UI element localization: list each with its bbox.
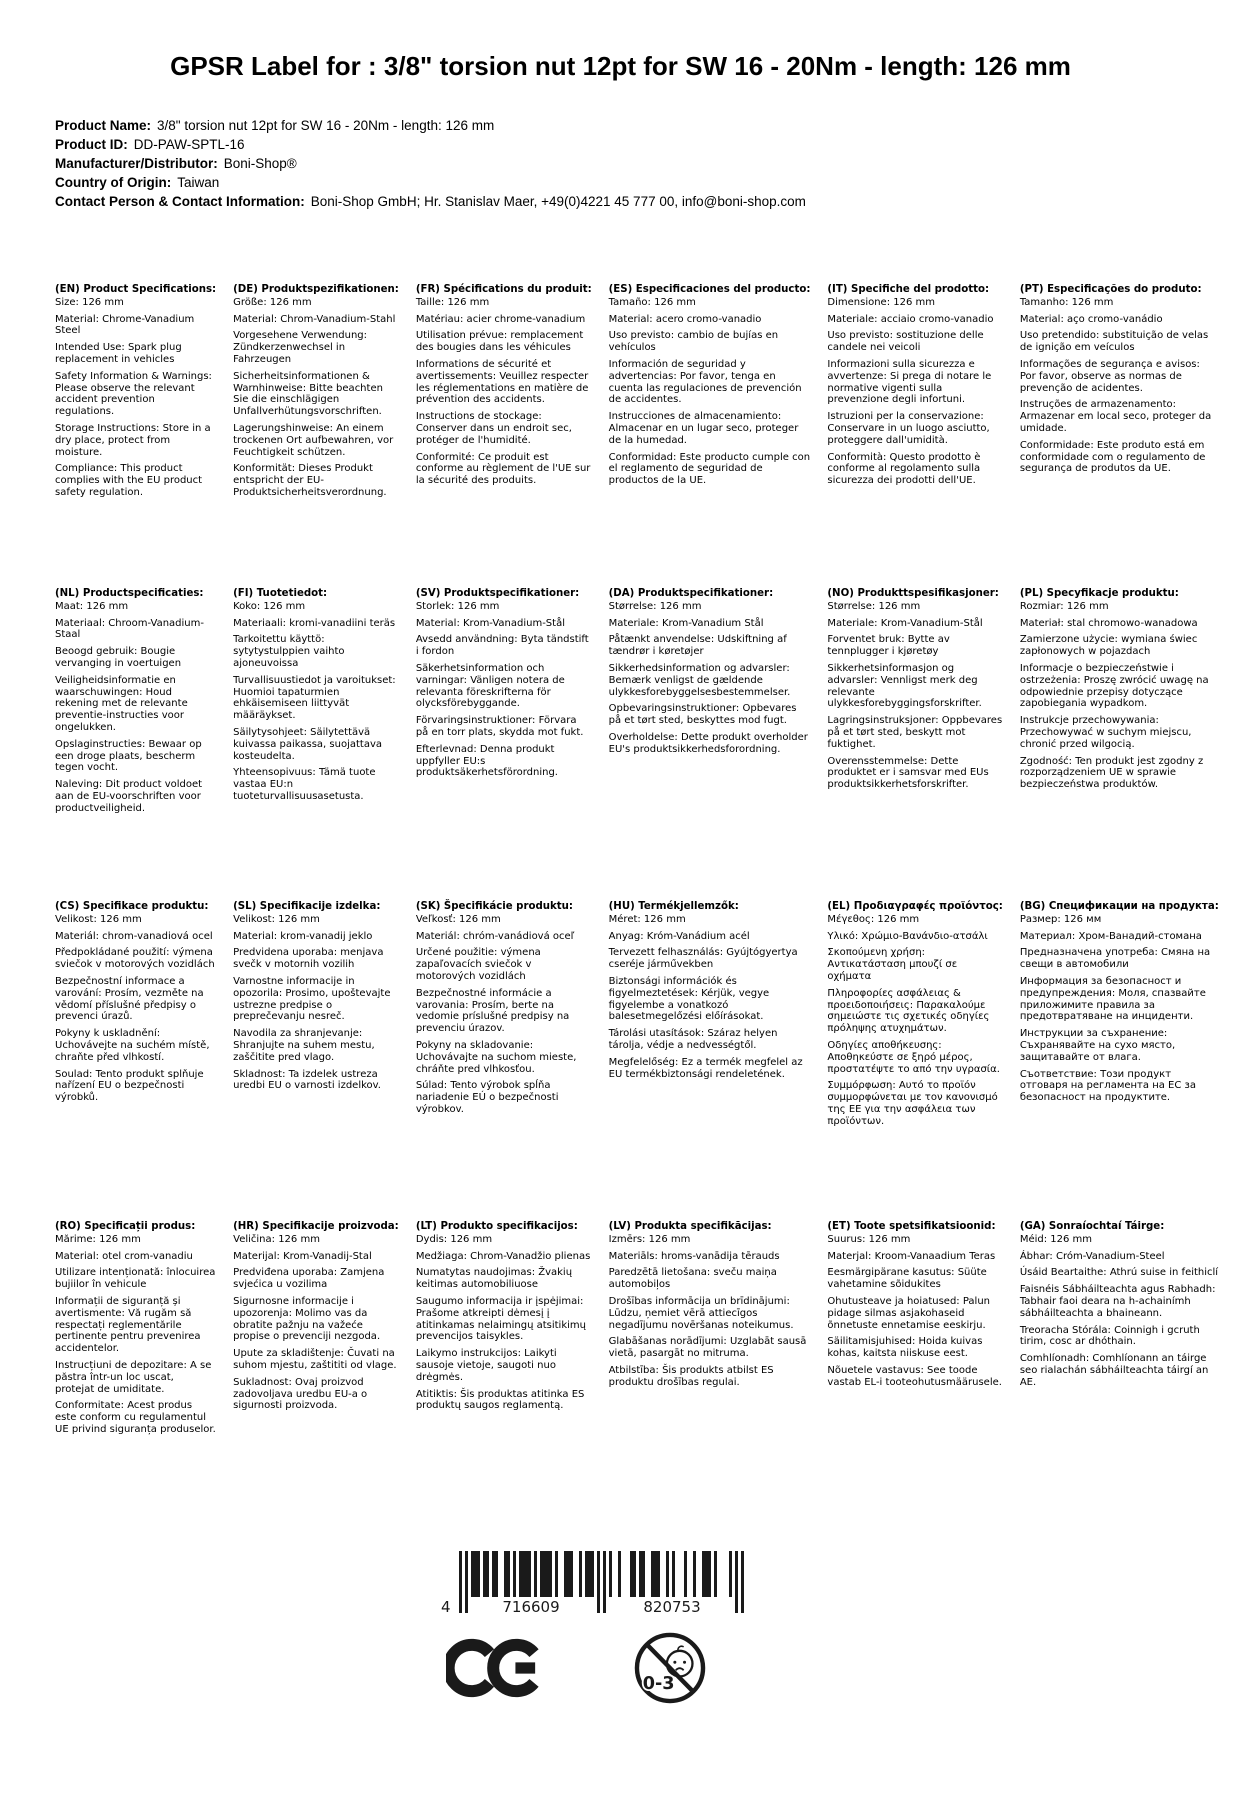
spec-heading: (NL) Productspecificaties: bbox=[55, 587, 204, 599]
product-info-label: Product ID: bbox=[55, 136, 128, 152]
spec-paragraph: Información de seguridad y advertencias: Por favor, tenga en cuenta las regulaciones de prevención de accidentes. bbox=[608, 359, 802, 406]
spec-block-cs bbox=[55, 901, 216, 1221]
spec-paragraph: Materiál: chróm-vanádiová oceľ bbox=[415, 930, 575, 942]
spec-heading: (PT) Especificações do produto: bbox=[1019, 283, 1202, 295]
spec-paragraph: Μέγεθος: 126 mm bbox=[827, 913, 920, 925]
spec-paragraph: Materiał: stal chromowo-wanadowa bbox=[1019, 617, 1198, 629]
product-info-label: Product Name: bbox=[55, 117, 152, 133]
spec-block-ro bbox=[55, 1221, 216, 1521]
spec-paragraph: Zgodność: Ten produkt jest zgodny z rozporządzeniem UE w sprawie bezpieczeństwa produktów. bbox=[1019, 755, 1204, 791]
spec-paragraph: Forventet bruk: Bytte av tennplugger i kjøretøy bbox=[827, 634, 950, 658]
spec-paragraph: Eesmärgipärane kasutus: Süüte vahetamine sõidukites bbox=[827, 1267, 987, 1291]
spec-paragraph: Größe: 126 mm bbox=[233, 296, 312, 308]
spec-paragraph: Zamierzone użycie: wymiana świec zapłonowych w pojazdach bbox=[1019, 634, 1198, 658]
product-info-label: Manufacturer/Distributor: bbox=[55, 155, 218, 171]
spec-paragraph: Material: acero cromo-vanadio bbox=[608, 313, 762, 325]
spec-block-fi bbox=[233, 588, 399, 901]
spec-paragraph: Laikymo instrukcijos: Laikyti sausoje vietoje, saugoti nuo drėgmės. bbox=[415, 1348, 557, 1383]
spec-block-da bbox=[609, 588, 811, 901]
spec-paragraph: Izmērs: 126 mm bbox=[608, 1233, 691, 1245]
spec-paragraph: Storlek: 126 mm bbox=[415, 600, 500, 612]
spec-paragraph: Tervezett felhasználás: Gyújtógyertya cseréje járművekben bbox=[608, 947, 798, 971]
spec-paragraph: Konformität: Dieses Produkt entspricht der EU-Produktsicherheitsverordnung. bbox=[233, 463, 387, 498]
spec-paragraph: Tárolási utasítások: Száraz helyen tárolja, védje a nedvességtől. bbox=[608, 1028, 778, 1051]
svg-text:820753: 820753 bbox=[642, 1597, 701, 1616]
spec-paragraph: Predviđena uporaba: Zamjena svjećica u vozilima bbox=[233, 1267, 385, 1291]
spec-paragraph: Yhteensopivuus: Tämä tuote vastaa EU:n tuoteturvallisuusasetusta. bbox=[233, 767, 376, 802]
spec-paragraph: Informazioni sulla sicurezza e avvertenze: Si prega di notare le normative vigenti sulla prevenzione degli infortuni. bbox=[827, 359, 992, 406]
product-info-value: Boni-Shop® bbox=[223, 155, 297, 171]
spec-block-sk bbox=[416, 901, 592, 1221]
spec-paragraph: Maat: 126 mm bbox=[55, 600, 129, 612]
spec-paragraph: Lagerungshinweise: An einem trockenen Ort aufbewahren, vor Feuchtigkeit schützen. bbox=[233, 423, 394, 458]
product-info-row bbox=[55, 192, 1201, 211]
spec-block-es bbox=[609, 284, 811, 588]
spec-paragraph: Compliance: This product complies with the EU product safety regulation. bbox=[55, 463, 203, 498]
spec-paragraph: Sikkerhetsinformasjon og advarsler: Vennligst merk deg relevante ulykkesforebyggingsforskrifter. bbox=[827, 663, 982, 710]
spec-heading: (SK) Špecifikácie produktu: bbox=[415, 900, 574, 912]
spec-block-it bbox=[827, 284, 1002, 588]
product-info-row bbox=[55, 116, 1201, 135]
spec-heading: (ES) Especificaciones del producto: bbox=[608, 283, 811, 295]
spec-paragraph: Úsáid Beartaithe: Athrú suise in feithiclí bbox=[1019, 1267, 1219, 1279]
spec-paragraph: Dydis: 126 mm bbox=[415, 1233, 493, 1245]
spec-paragraph: Material: Chrom-Vanadium-Stahl bbox=[233, 313, 396, 325]
spec-block-hu bbox=[609, 901, 811, 1221]
spec-heading: (LT) Produkto specifikacijos: bbox=[415, 1220, 578, 1232]
spec-paragraph: Materiaal: Chroom-Vanadium-Staal bbox=[55, 617, 204, 641]
spec-paragraph: Veiligheidsinformatie en waarschuwingen: Houd rekening met de relevante preventie-instructies voor ongelukken. bbox=[55, 674, 188, 733]
spec-paragraph: Size: 126 mm bbox=[55, 296, 124, 308]
spec-paragraph: Pokyny na skladovanie: Uchovávajte na suchom mieste, chráňte pred vlhkosťou. bbox=[415, 1040, 577, 1075]
spec-paragraph: Συμμόρφωση: Αυτό το προϊόν συμμορφώνεται με τον κανονισμό της ΕΕ για την ασφάλεια των προϊόντων. bbox=[827, 1080, 998, 1127]
spec-paragraph: Σκοπούμενη χρήση: Αντικατάσταση μπουζί σε οχήματα bbox=[827, 947, 958, 983]
spec-heading: (DA) Produktspecifikationer: bbox=[608, 587, 774, 599]
spec-block-no bbox=[827, 588, 1002, 901]
spec-heading: (SV) Produktspecifikationer: bbox=[415, 587, 580, 599]
spec-paragraph: Dimensione: 126 mm bbox=[827, 296, 936, 308]
spec-paragraph: Instructions de stockage: Conserver dans un endroit sec, protéger de l'humidité. bbox=[415, 411, 572, 446]
spec-paragraph: Overholdelse: Dette produkt overholder EU's produktsikkerhedsforordning. bbox=[608, 732, 808, 755]
spec-paragraph: Treoracha Stórála: Coinnigh i gcruth tirim, cosc ar dhóthain. bbox=[1019, 1324, 1200, 1348]
spec-block-lv bbox=[609, 1221, 811, 1521]
spec-paragraph: Förvaringsinstruktioner: Förvara på en torr plats, skydda mot fukt. bbox=[415, 715, 584, 738]
spec-paragraph: Veličina: 126 mm bbox=[233, 1233, 320, 1245]
spec-paragraph: Naleving: Dit product voldoet aan de EU-voorschriften voor productveiligheid. bbox=[55, 779, 203, 814]
spec-heading: (LV) Produkta specifikācijas: bbox=[608, 1220, 772, 1232]
spec-paragraph: Glabāšanas norādījumi: Uzglabāt sausā vietā, pasargāt no mitruma. bbox=[608, 1336, 807, 1360]
spec-heading: (GA) Sonraíochtaí Táirge: bbox=[1019, 1220, 1165, 1232]
spec-block-de bbox=[233, 284, 399, 588]
spec-paragraph: Съответствие: Този продукт отговаря на регламента на ЕС за безопасност на продуктите. bbox=[1019, 1068, 1196, 1104]
ce-mark-icon bbox=[446, 1637, 542, 1699]
spec-paragraph: Størrelse: 126 mm bbox=[827, 600, 921, 612]
spec-paragraph: Skladnost: Ta izdelek ustreza uredbi EU o varnosti izdelkov. bbox=[233, 1068, 381, 1092]
product-info-row bbox=[55, 154, 1201, 173]
spec-paragraph: Velikost: 126 mm bbox=[55, 913, 142, 925]
svg-text:716609: 716609 bbox=[501, 1597, 560, 1616]
spec-paragraph: Instrucțiuni de depozitare: A se păstra într-un loc uscat, protejat de umiditate. bbox=[55, 1360, 212, 1395]
spec-heading: (EN) Product Specifications: bbox=[55, 283, 217, 295]
spec-block-fr bbox=[416, 284, 592, 588]
spec-paragraph: Drošības informācija un brīdinājumi: Lūdzu, ņemiet vērā attiecīgos negadījumu novēršanas noteikumus. bbox=[608, 1296, 794, 1331]
spec-paragraph: Materiāls: hroms-vanādija tērauds bbox=[608, 1250, 780, 1262]
spec-paragraph: Atbilstība: Šis produkts atbilst ES produktu drošības regulai. bbox=[608, 1365, 774, 1388]
spec-paragraph: Υλικό: Χρώμιο-Βανάνδιο-ατσάλι bbox=[827, 930, 988, 942]
spec-heading: (PL) Specyfikacje produktu: bbox=[1019, 587, 1179, 599]
spec-paragraph: Предназначена употреба: Смяна на свещи в автомобили bbox=[1019, 947, 1211, 971]
spec-paragraph: Påtænkt anvendelse: Udskiftning af tændrør i køretøjer bbox=[608, 634, 787, 658]
spec-heading: (IT) Specifiche del prodotto: bbox=[827, 283, 990, 295]
spec-paragraph: Instrucciones de almacenamiento: Almacenar en un lugar seco, proteger de la humedad. bbox=[608, 411, 799, 446]
spec-paragraph: Materiale: Krom-Vanadium-Stål bbox=[827, 617, 983, 629]
spec-paragraph: Turvallisuustiedot ja varoitukset: Huomioi tapaturmien ehkäisemiseen liittyvät määräykset. bbox=[233, 674, 396, 722]
spec-paragraph: Matériau: acier chrome-vanadium bbox=[415, 313, 586, 325]
spec-paragraph: Størrelse: 126 mm bbox=[608, 600, 702, 612]
spec-block-en bbox=[55, 284, 216, 588]
spec-paragraph: Méid: 126 mm bbox=[1019, 1233, 1093, 1245]
spec-block-ga bbox=[1020, 1221, 1219, 1521]
spec-paragraph: Velikost: 126 mm bbox=[233, 913, 320, 925]
spec-heading: (HU) Termékjellemzők: bbox=[608, 900, 739, 912]
spec-paragraph: Opslaginstructies: Bewaar op een droge plaats, bescherm tegen vocht. bbox=[55, 738, 202, 774]
spec-paragraph: Intended Use: Spark plug replacement in vehicles bbox=[55, 342, 182, 366]
spec-paragraph: Informations de sécurité et avertissements: Veuillez respecter les réglementations en matière de prévention des accidents. bbox=[415, 359, 589, 406]
spec-paragraph: Informații de siguranță și avertismente: Vă rugăm să respectați reglementările pertinente pentru prevenirea accidentelor. bbox=[55, 1296, 201, 1355]
spec-heading: (HR) Specifikacije proizvoda: bbox=[233, 1220, 399, 1232]
spec-paragraph: Instrukcje przechowywania: Przechowywać w suchym miejscu, chronić przed wilgocią. bbox=[1019, 715, 1192, 750]
spec-paragraph: Tarkoitettu käyttö: sytytystulppien vaihto ajoneuvoissa bbox=[233, 634, 345, 670]
product-info-label: Country of Origin: bbox=[55, 174, 172, 190]
spec-paragraph: Koko: 126 mm bbox=[233, 600, 306, 612]
spec-paragraph: Veľkosť: 126 mm bbox=[415, 913, 501, 925]
svg-text:4: 4 bbox=[440, 1597, 451, 1616]
spec-paragraph: Opbevaringsinstruktioner: Opbevares på et tørt sted, beskyttes mod fugt. bbox=[608, 703, 797, 727]
spec-paragraph: Sikkerhedsinformation og advarsler: Bemærk venligst de gældende ulykkesforebyggelsesbestemmelser. bbox=[608, 663, 791, 698]
spec-paragraph: Comhlíonadh: Comhlíonann an táirge seo rialachán sábháilteachta táirgí an AE. bbox=[1019, 1353, 1209, 1388]
spec-block-el bbox=[827, 901, 1002, 1221]
spec-paragraph: Materjal: Kroom-Vanaadium Teras bbox=[827, 1250, 996, 1262]
spec-block-lt bbox=[416, 1221, 592, 1521]
spec-paragraph: Tamaño: 126 mm bbox=[608, 296, 696, 308]
spec-paragraph: Efterlevnad: Denna produkt uppfyller EU:s produktsäkerhetsförordning. bbox=[415, 743, 558, 779]
product-info-row bbox=[55, 173, 1201, 192]
footer bbox=[0, 1549, 1241, 1705]
spec-paragraph: Medžiaga: Chrom-Vanadžio plienas bbox=[415, 1250, 591, 1262]
spec-paragraph: Tamanho: 126 mm bbox=[1019, 296, 1114, 308]
spec-paragraph: Faisnéis Sábháilteachta agus Rabhadh: Tabhair faoi deara na h-achainímh sábháilteachta a bhaineann. bbox=[1019, 1284, 1216, 1319]
spec-paragraph: Nõuetele vastavus: See toode vastab EL-i tooteohutusmäärusele. bbox=[827, 1365, 1002, 1388]
spec-paragraph: Anyag: Króm-Vanádium acél bbox=[608, 930, 750, 942]
spec-heading: (ET) Toote spetsifikatsioonid: bbox=[827, 1220, 996, 1232]
spec-paragraph: Säkerhetsinformation och varningar: Vänligen notera de relevanta föreskrifterna för olycksförebyggande. bbox=[415, 663, 565, 710]
spec-paragraph: Předpokládané použití: výmena sviečok v motorových vozidlách bbox=[55, 947, 215, 971]
compliance-symbols bbox=[0, 1631, 1197, 1705]
spec-paragraph: Materijal: Krom-Vanadij-Stal bbox=[233, 1250, 372, 1262]
spec-paragraph: Material: aço cromo-vanádio bbox=[1019, 313, 1163, 325]
spec-paragraph: Materiale: acciaio cromo-vanadio bbox=[827, 313, 994, 325]
spec-paragraph: Conformità: Questo prodotto è conforme al regolamento sulla sicurezza dei prodotti dell'UE. bbox=[827, 451, 981, 487]
spec-block-pt bbox=[1020, 284, 1219, 588]
spec-block-et bbox=[827, 1221, 1002, 1521]
spec-heading: (NO) Produkttspesifikasjoner: bbox=[827, 587, 999, 599]
spec-paragraph: Utilisation prévue: remplacement des bougies dans les véhicules bbox=[415, 330, 584, 354]
spec-paragraph: Rozmiar: 126 mm bbox=[1019, 600, 1109, 612]
spec-paragraph: Utilizare intenționată: înlocuirea bujiilor în vehicule bbox=[55, 1267, 216, 1291]
spec-block-sv bbox=[416, 588, 592, 901]
spec-paragraph: Soulad: Tento produkt splňuje nařízení EU o bezpečnosti výrobků. bbox=[55, 1068, 204, 1104]
spec-paragraph: Navodila za shranjevanje: Shranjujte na suhem mestu, zaščitite pred vlago. bbox=[233, 1028, 375, 1063]
spec-paragraph: Информация за безопасност и предупреждения: Моля, спазвайте приложимите правила за предотвратяване на инциденти. bbox=[1019, 976, 1206, 1023]
spec-paragraph: Conformitate: Acest produs este conform cu regulamentul UE privind siguranța produselor. bbox=[55, 1400, 216, 1435]
product-info-value: Taiwan bbox=[177, 174, 220, 190]
product-info-label: Contact Person & Contact Information: bbox=[55, 193, 305, 209]
spec-grid bbox=[55, 283, 1219, 1521]
spec-heading: (DE) Produktspezifikationen: bbox=[233, 283, 399, 295]
spec-heading: (FR) Spécifications du produit: bbox=[415, 283, 592, 295]
spec-paragraph: Suurus: 126 mm bbox=[827, 1233, 911, 1245]
spec-block-sl bbox=[233, 901, 399, 1221]
spec-paragraph: Uso pretendido: substituição de velas de ignição em veículos bbox=[1019, 330, 1209, 354]
spec-paragraph: Saugumo informacija ir įspėjimai: Prašome atkreipti dėmesį į atitinkamas nelaimingų atsitikimų prevencijos taisykles. bbox=[415, 1296, 586, 1343]
spec-paragraph: Ábhar: Cróm-Vanadium-Steel bbox=[1019, 1250, 1165, 1262]
product-info-value: 3/8" torsion nut 12pt for SW 16 - 20Nm - length: 126 mm bbox=[157, 117, 495, 133]
spec-paragraph: Paredzētā lietošana: sveču maiņa automobiļos bbox=[608, 1267, 777, 1291]
product-info bbox=[55, 116, 1201, 211]
spec-paragraph: Materiale: Krom-Vanadium Stål bbox=[608, 617, 764, 629]
spec-paragraph: Informacje o bezpieczeństwie i ostrzeżenia: Proszę zwrócić uwagę na odpowiednie przepisy dotyczące zapobiegania wypadkom. bbox=[1019, 663, 1209, 710]
spec-paragraph: Sigurnosne informacije i upozorenja: Molimo vas da obratite pažnju na važeće propise o prevenciji nezgoda. bbox=[233, 1296, 381, 1343]
spec-paragraph: Súlad: Tento výrobok spĺňa nariadenie EÚ o bezpečnosti výrobkov. bbox=[415, 1080, 559, 1115]
spec-paragraph: Beoogd gebruik: Bougie vervanging in voertuigen bbox=[55, 646, 182, 670]
spec-heading: (FI) Tuotetiedot: bbox=[233, 587, 328, 599]
spec-paragraph: Vorgesehene Verwendung: Zündkerzenwechsel in Fahrzeugen bbox=[233, 330, 368, 366]
spec-paragraph: Informações de segurança e avisos: Por favor, observe as normas de prevenção de acidentes. bbox=[1019, 359, 1200, 394]
product-info-row bbox=[55, 135, 1201, 154]
spec-paragraph: Material: otel crom-vanadiu bbox=[55, 1250, 193, 1262]
spec-block-hr bbox=[233, 1221, 399, 1521]
spec-block-pl bbox=[1020, 588, 1219, 901]
spec-block-nl bbox=[55, 588, 216, 901]
spec-paragraph: Οδηγίες αποθήκευσης: Αποθηκεύστε σε ξηρό μέρος, προστατέψτε το από την υγρασία. bbox=[827, 1040, 1000, 1075]
spec-paragraph: Materiaali: kromi-vanadiini teräs bbox=[233, 617, 396, 629]
spec-paragraph: Avsedd användning: Byta tändstift i fordon bbox=[415, 634, 589, 658]
spec-paragraph: Istruzioni per la conservazione: Conservare in un luogo asciutto, proteggere dall'umidità. bbox=[827, 411, 990, 446]
age-warning-0-3-icon bbox=[633, 1631, 707, 1705]
spec-paragraph: Bezpečnostní informace a varování: Prosím, vezměte na vědomí příslušné předpisy o prevenci úrazů. bbox=[55, 976, 204, 1023]
spec-paragraph: Conformité: Ce produit est conforme au règlement de l'UE sur la sécurité des produits. bbox=[415, 451, 591, 487]
spec-heading: (EL) Προδιαγραφές προϊόντος: bbox=[827, 900, 1003, 912]
spec-paragraph: Conformidade: Este produto está em conformidade com o regulamento de segurança de produtos da UE. bbox=[1019, 439, 1206, 475]
spec-block-bg bbox=[1020, 901, 1219, 1221]
spec-paragraph: Pokyny k uskladnění: Uchovávejte na suchém místě, chraňte před vlhkostí. bbox=[55, 1028, 210, 1063]
spec-paragraph: Uso previsto: sostituzione delle candele nei veicoli bbox=[827, 330, 984, 354]
spec-paragraph: Biztonsági információk és figyelmeztetések: Kérjük, vegye figyelembe a vonatkozó balesetmegelőzési előírásokat. bbox=[608, 976, 770, 1023]
spec-paragraph: Megfelelőség: Ez a termék megfelel az EU termékbiztonsági rendeletének. bbox=[608, 1056, 803, 1080]
barcode bbox=[0, 1549, 1214, 1629]
spec-paragraph: Säilitamisjuhised: Hoida kuivas kohas, kaitsta niiskuse eest. bbox=[827, 1336, 983, 1360]
spec-paragraph: Conformidad: Este producto cumple con el reglamento de seguridad de productos de la UE. bbox=[608, 451, 811, 487]
spec-paragraph: Инструкции за съхранение: Съхранявайте на сухо място, защитавайте от влага. bbox=[1019, 1028, 1176, 1063]
spec-paragraph: Размер: 126 мм bbox=[1019, 913, 1102, 925]
spec-paragraph: Varnostne informacije in opozorila: Prosimo, upoštevajte ustrezne predpise o preprečevanju nesreč. bbox=[233, 976, 391, 1023]
spec-paragraph: Material: Krom-Vanadium-Stål bbox=[415, 617, 565, 629]
spec-paragraph: Predvidena uporaba: menjava svečk v motornih vozilih bbox=[233, 947, 384, 971]
spec-paragraph: Mărime: 126 mm bbox=[55, 1233, 141, 1245]
spec-paragraph: Materiál: chrom-vanadiová ocel bbox=[55, 930, 213, 942]
spec-paragraph: Taille: 126 mm bbox=[415, 296, 490, 308]
spec-paragraph: Πληροφορίες ασφάλειας & προειδοποιήσεις: Παρακαλούμε σημειώστε τις σχετικές οδηγίες πρόληψης ατυχημάτων. bbox=[827, 987, 990, 1035]
spec-paragraph: Материал: Хром-Ванадий-стомана bbox=[1019, 930, 1202, 942]
spec-paragraph: Bezpečnostné informácie a varovania: Prosím, berte na vedomie príslušné predpisy na prevenciu úrazov. bbox=[415, 987, 570, 1035]
spec-paragraph: Atitiktis: Šis produktas atitinka ES produktų saugos reglamentą. bbox=[415, 1388, 585, 1412]
spec-paragraph: Safety Information & Warnings: Please observe the relevant accident prevention regulations. bbox=[55, 370, 212, 418]
spec-paragraph: Lagringsinstruksjoner: Oppbevares på et tørt sted, beskytt mot fuktighet. bbox=[827, 715, 1003, 750]
spec-paragraph: Méret: 126 mm bbox=[608, 913, 686, 925]
spec-paragraph: Material: Chrome-Vanadium Steel bbox=[55, 313, 195, 337]
spec-paragraph: Ohutusteave ja hoiatused: Palun pidage silmas asjakohaseid õnnetuste ennetamise eeskirju. bbox=[827, 1296, 990, 1331]
spec-paragraph: Instruções de armazenamento: Armazenar em local seco, proteger da umidade. bbox=[1019, 399, 1212, 434]
spec-paragraph: Sicherheitsinformationen & Warnhinweise: Bitte beachten Sie die einschlägigen Unfallverhütungsvorschriften. bbox=[233, 370, 383, 418]
spec-heading: (BG) Спецификации на продукта: bbox=[1019, 900, 1219, 912]
svg-text:0-3: 0-3 bbox=[642, 1673, 675, 1694]
spec-paragraph: Säilytysohjeet: Säilytettävä kuivassa paikassa, suojattava kosteudelta. bbox=[233, 727, 382, 762]
ean13-barcode-icon bbox=[439, 1549, 749, 1629]
page-title: GPSR Label for : 3/8" torsion nut 12pt for SW 16 - 20Nm - length: 126 mm bbox=[170, 51, 1071, 81]
spec-paragraph: Material: krom-vanadij jeklo bbox=[233, 930, 373, 942]
spec-heading: (SL) Specifikacije izdelka: bbox=[233, 900, 381, 912]
spec-paragraph: Numatytas naudojimas: Žvakių keitimas automobiliuose bbox=[415, 1267, 573, 1291]
spec-paragraph: Storage Instructions: Store in a dry place, protect from moisture. bbox=[55, 423, 211, 458]
spec-paragraph: Upute za skladištenje: Čuvati na suhom mjestu, zaštititi od vlage. bbox=[233, 1348, 397, 1371]
product-info-value: DD-PAW-SPTL-16 bbox=[133, 136, 245, 152]
product-info-value: Boni-Shop GmbH; Hr. Stanislav Maer, +49(0)4221 45 777 00, info@boni-shop.com bbox=[310, 193, 806, 209]
spec-paragraph: Sukladnost: Ovaj proizvod zadovoljava uredbu EU-a o sigurnosti proizvoda. bbox=[233, 1376, 368, 1412]
spec-heading: (RO) Specificații produs: bbox=[55, 1220, 196, 1232]
spec-paragraph: Overensstemmelse: Dette produktet er i samsvar med EUs produktsikkerhetsforskrifter. bbox=[827, 755, 989, 791]
spec-paragraph: Uso previsto: cambio de bujías en vehículos bbox=[608, 330, 779, 354]
spec-paragraph: Určené použitie: výmena zapaľovacích sviečok v motorových vozidlách bbox=[415, 947, 541, 983]
spec-heading: (CS) Specifikace produktu: bbox=[55, 900, 209, 912]
